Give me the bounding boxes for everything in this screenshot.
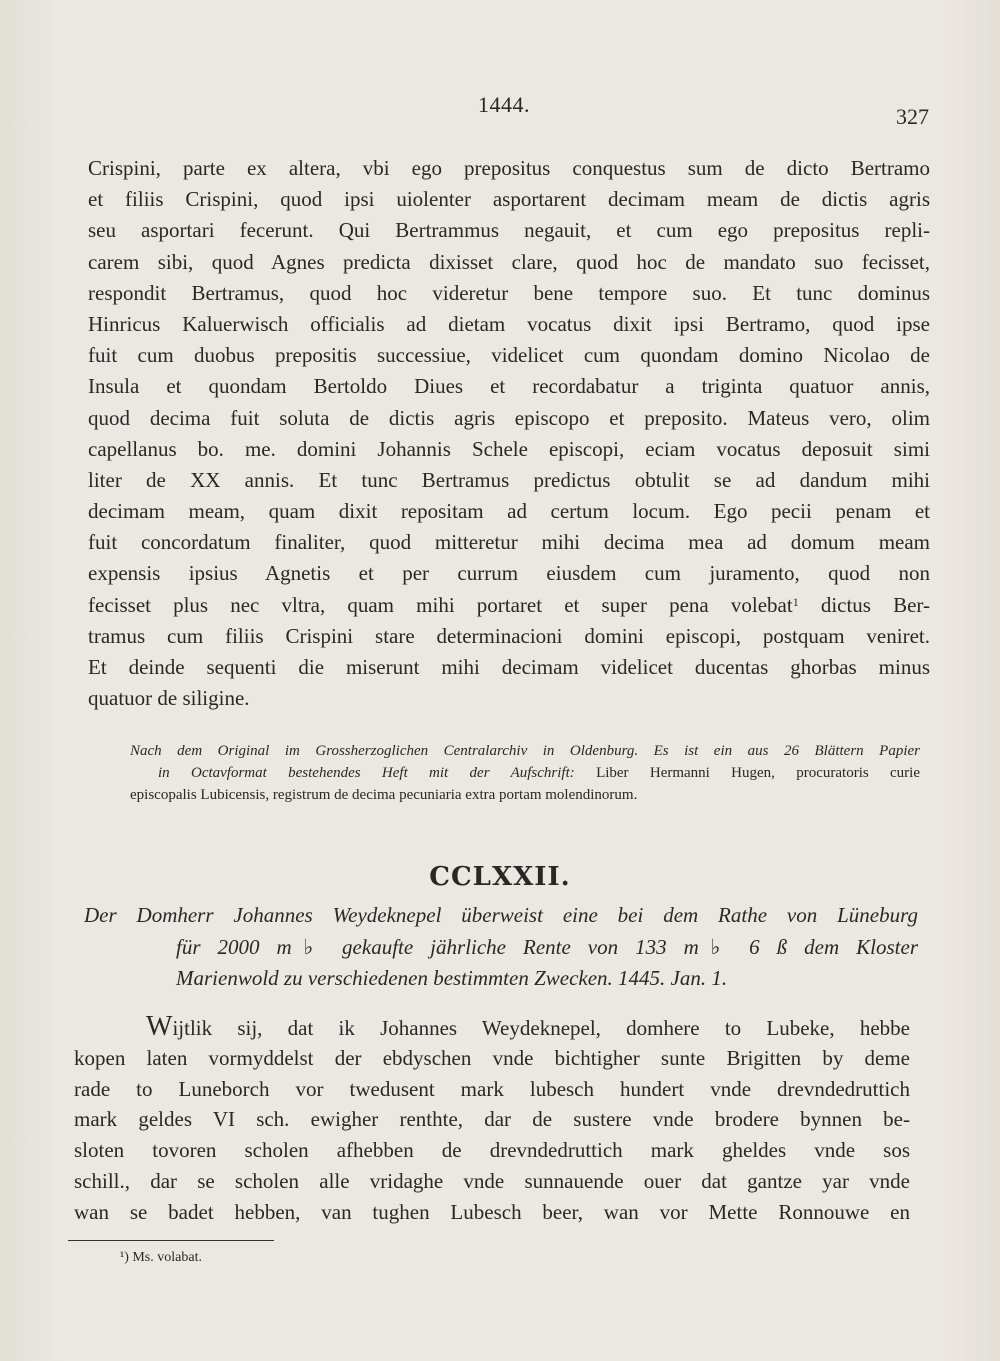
document-number-heading: CCLXXII.	[429, 862, 571, 892]
text-line-with-footnote	[88, 590, 930, 621]
text-line: Hinricus Kaluerwisch officialis ad dietam vocatus dixit ipsi Bertramo, quod ipse	[88, 311, 930, 336]
text-line: respondit Bertramus, quod hoc videretur bene tempore suo. Et tunc dominus	[88, 280, 930, 305]
text-line: quod decima fuit soluta de dictis agris episcopo et preposito. Mateus vero, olim	[88, 405, 930, 430]
body-text-block	[88, 153, 930, 714]
source-note-line: Nach dem Original im Grossherzoglichen Centralarchiv in Oldenburg. Es ist ein aus 26 Blättern Papier	[130, 743, 920, 759]
text-line: Crispini, parte ex altera, vbi ego prepositus conquestus sum de dicto Bertramo	[88, 156, 930, 180]
text-line: Insula et quondam Bertoldo Diues et recordabatur a triginta quatuor annis,	[88, 374, 930, 399]
summary-line: Marienwold zu verschiedenen bestimmten Zwecken. 1445. Jan. 1.	[176, 966, 728, 990]
source-note	[130, 740, 920, 806]
text-line: kopen laten vormyddelst der ebdyschen vnde bichtigher sunte Brigitten by deme	[74, 1045, 910, 1070]
text-segment: ijtlik sij, dat ik Johannes Weydeknepel, domhere to Lubeke, hebbe	[172, 1016, 910, 1040]
source-note-line: episcopalis Lubicensis, registrum de decima pecuniaria extra portam molendinorum.	[130, 787, 638, 803]
text-line: expensis ipsius Agnetis et per currum eiusdem cum juramento, quod non	[88, 561, 930, 586]
footnote-divider	[68, 1240, 274, 1241]
text-line	[74, 1012, 910, 1043]
text-line: liter de XX annis. Et tunc Bertramus predictus obtulit se ad dandum mihi	[88, 467, 930, 492]
footnote: ¹) Ms. volabat.	[120, 1250, 202, 1265]
source-note-line	[130, 762, 920, 784]
text-line: mark geldes VI sch. ewigher renthte, dar de sustere vnde brodere bynnen be-	[74, 1107, 910, 1132]
source-note-italic: in Octavformat bestehendes Heft mit der Aufschrift:	[158, 765, 575, 781]
page-number: 327	[896, 104, 929, 129]
source-note-title: Liber Hermanni Hugen, procuratoris curie	[574, 765, 920, 781]
text-segment: dictus Ber-	[798, 592, 930, 617]
text-line: tramus cum filiis Crispini stare determinacioni domini episcopi, postquam veniret.	[88, 623, 930, 648]
document-summary	[84, 900, 918, 995]
text-line: capellanus bo. me. domini Johannis Schele episcopi, eciam vocatus deposuit simi	[88, 436, 930, 461]
running-header-year: 1444.	[478, 92, 530, 117]
text-line: fuit cum duobus prepositis successiue, videlicet cum quondam domino Nicolao de	[88, 343, 930, 368]
text-line: schill., dar se scholen alle vridaghe vnde sunnauende ouer dat gantze yar vnde	[74, 1168, 910, 1193]
text-segment: fecisset plus nec vltra, quam mihi portaret et super pena volebat	[88, 592, 793, 617]
text-line: carem sibi, quod Agnes predicta dixisset clare, quod hoc de mandato suo fecisset,	[88, 249, 930, 274]
text-line: fuit concordatum finaliter, quod mitteretur mihi decima mea ad domum meam	[88, 530, 930, 555]
text-line: decimam meam, quam dixit repositam ad certum locum. Ego pecii penam et	[88, 499, 930, 524]
text-line: seu asportari fecerunt. Qui Bertrammus negauit, et cum ego prepositus repli-	[88, 218, 930, 243]
footnote-marker[interactable]: 1	[792, 594, 799, 609]
summary-line: Der Domherr Johannes Weydeknepel überweist eine bei dem Rathe von Lüneburg	[84, 903, 918, 927]
document-text-block	[74, 1012, 910, 1228]
drop-cap: W	[146, 1012, 173, 1042]
text-line: rade to Luneborch vor twedusent mark lubesch hundert vnde drevndedruttich	[74, 1076, 910, 1101]
text-line: Et deinde sequenti die miserunt mihi decimam videlicet ducentas ghorbas minus	[88, 655, 930, 679]
text-line: sloten tovoren scholen afhebben de drevndedruttich mark gheldes vnde sos	[74, 1138, 910, 1163]
text-line: quatuor de siligine.	[88, 686, 250, 711]
text-line: wan se badet hebben, van tughen Lubesch beer, wan vor Mette Ronnouwe en	[74, 1199, 910, 1224]
summary-line: für 2000 m♭ gekaufte jährliche Rente von 133 m♭ 6 ß dem Kloster	[176, 934, 918, 959]
text-line: et filiis Crispini, quod ipsi uiolenter asportarent decimam meam de dictis agris	[88, 187, 930, 212]
